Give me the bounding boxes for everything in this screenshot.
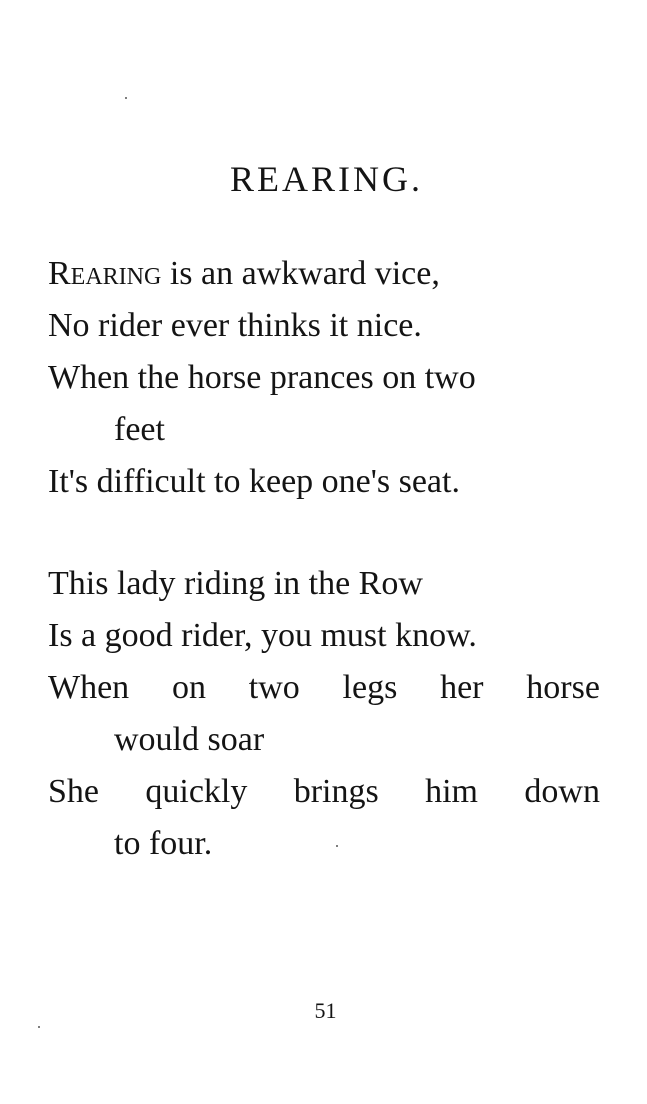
poem-line: It's difficult to keep one's seat.	[48, 463, 460, 500]
word: When	[48, 669, 130, 706]
page-number: 51	[314, 998, 337, 1023]
stanza-1	[48, 248, 608, 508]
poem-line	[48, 662, 600, 714]
print-speck	[125, 97, 127, 99]
poem-line: No rider ever thinks it nice.	[48, 307, 422, 344]
word: two	[248, 669, 300, 706]
word: him	[425, 773, 479, 810]
word: her	[440, 669, 484, 706]
poem-line-continuation: feet	[114, 411, 165, 448]
line-text: is an awkward vice,	[161, 255, 440, 292]
word: She	[48, 773, 99, 810]
word: down	[524, 773, 600, 810]
print-speck	[38, 1026, 40, 1028]
poem-line: Is a good rider, you must know.	[48, 617, 477, 654]
stanza-2	[48, 558, 608, 870]
word: quickly	[145, 773, 248, 810]
poem-line	[48, 766, 600, 818]
poem-title: REARING.	[230, 159, 423, 199]
word: legs	[342, 669, 398, 706]
word: on	[171, 669, 206, 706]
poem-line: This lady riding in the Row	[48, 565, 423, 602]
poem-line-continuation: to four.	[114, 825, 213, 862]
poem-line	[48, 248, 608, 300]
word: brings	[293, 773, 379, 810]
word: horse	[526, 669, 600, 706]
opening-word: Rearing	[48, 255, 162, 292]
poem-line-continuation: would soar	[114, 721, 265, 758]
poem-line: When the horse prances on two	[48, 359, 476, 396]
